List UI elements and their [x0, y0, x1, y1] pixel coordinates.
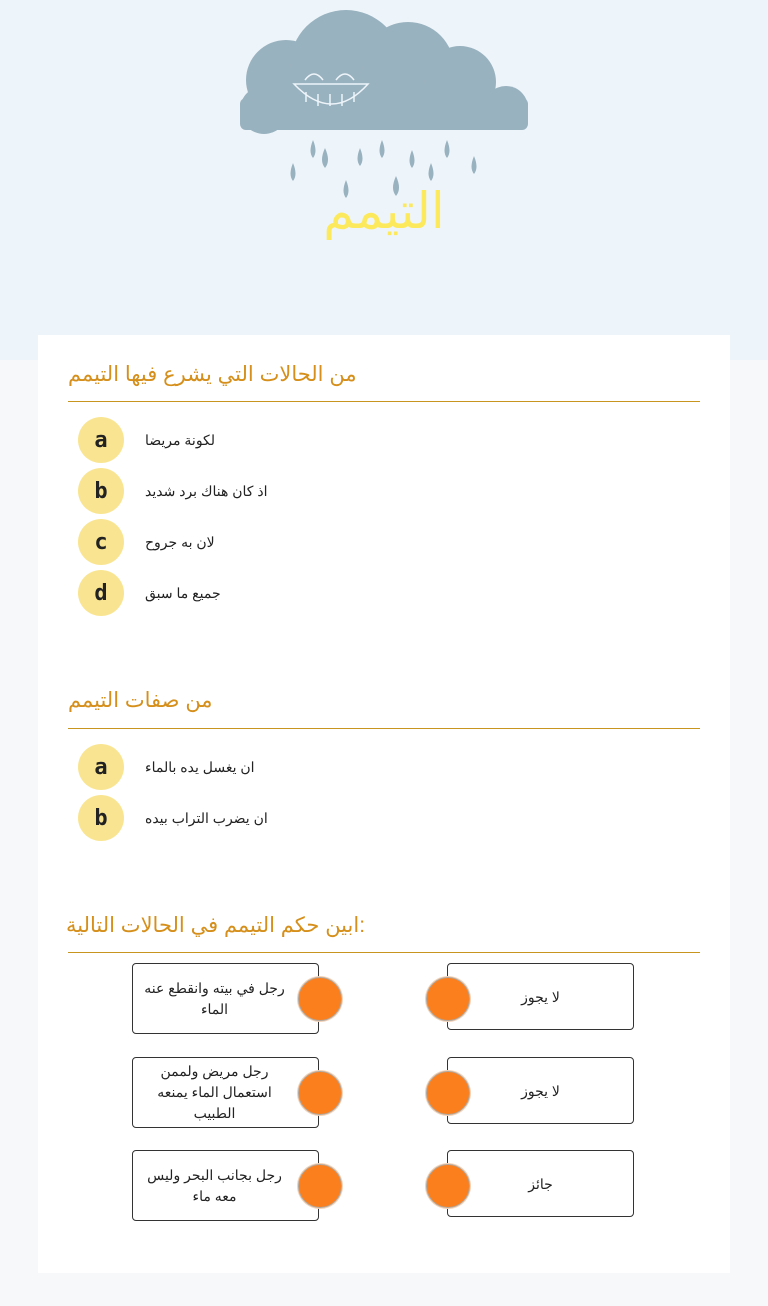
divider — [68, 401, 700, 402]
divider — [68, 728, 700, 729]
match-text: جائز — [528, 1175, 553, 1192]
option-a[interactable] — [78, 417, 215, 463]
match-left-item[interactable] — [132, 963, 319, 1034]
question-title: ابين حكم التيمم في الحالات التالية: — [66, 914, 366, 937]
option-badge: a — [78, 417, 124, 463]
connector-handle[interactable] — [298, 977, 342, 1021]
match-right-item[interactable] — [447, 1057, 634, 1124]
connector-handle[interactable] — [298, 1071, 342, 1115]
option-text: جميع ما سبق — [145, 584, 221, 601]
match-text: رجل في بيته وانقطع عنه الماء — [144, 979, 285, 1017]
option-b[interactable] — [78, 795, 268, 841]
question-title: من الحالات التي يشرع فيها التيمم — [68, 363, 357, 386]
option-text: ان يضرب التراب بيده — [145, 809, 268, 826]
option-badge: b — [78, 468, 124, 514]
match-right-item[interactable] — [447, 963, 634, 1030]
page-title: التيمم — [323, 182, 445, 240]
option-badge: c — [78, 519, 124, 565]
option-badge: d — [78, 570, 124, 616]
match-left-item[interactable] — [132, 1057, 319, 1128]
hero-banner — [0, 0, 768, 360]
option-text: ان يغسل يده بالماء — [145, 758, 255, 775]
rain-cloud-icon — [238, 8, 530, 198]
option-text: اذ كان هناك برد شديد — [145, 482, 268, 499]
option-text: لكونة مريضا — [145, 431, 216, 448]
option-d[interactable] — [78, 570, 221, 616]
option-badge: b — [78, 795, 124, 841]
match-text: رجل مريض ولممن استعمال الماء يمنعه الطبيب — [157, 1063, 272, 1121]
connector-handle[interactable] — [426, 1071, 470, 1115]
option-c[interactable] — [78, 519, 215, 565]
connector-handle[interactable] — [426, 1164, 470, 1208]
option-badge: a — [78, 744, 124, 790]
match-text: لا يجوز — [521, 1082, 560, 1099]
match-right-item[interactable] — [447, 1150, 634, 1217]
quiz-card — [38, 335, 730, 1273]
match-text: لا يجوز — [521, 988, 560, 1005]
match-text: رجل بجانب البحر وليس معه ماء — [147, 1166, 282, 1204]
connector-handle[interactable] — [426, 977, 470, 1021]
divider — [68, 952, 700, 953]
option-text: لان به جروح — [145, 533, 215, 550]
connector-handle[interactable] — [298, 1164, 342, 1208]
match-left-item[interactable] — [132, 1150, 319, 1221]
option-a[interactable] — [78, 744, 255, 790]
option-b[interactable] — [78, 468, 268, 514]
question-title: من صفات التيمم — [68, 689, 213, 712]
